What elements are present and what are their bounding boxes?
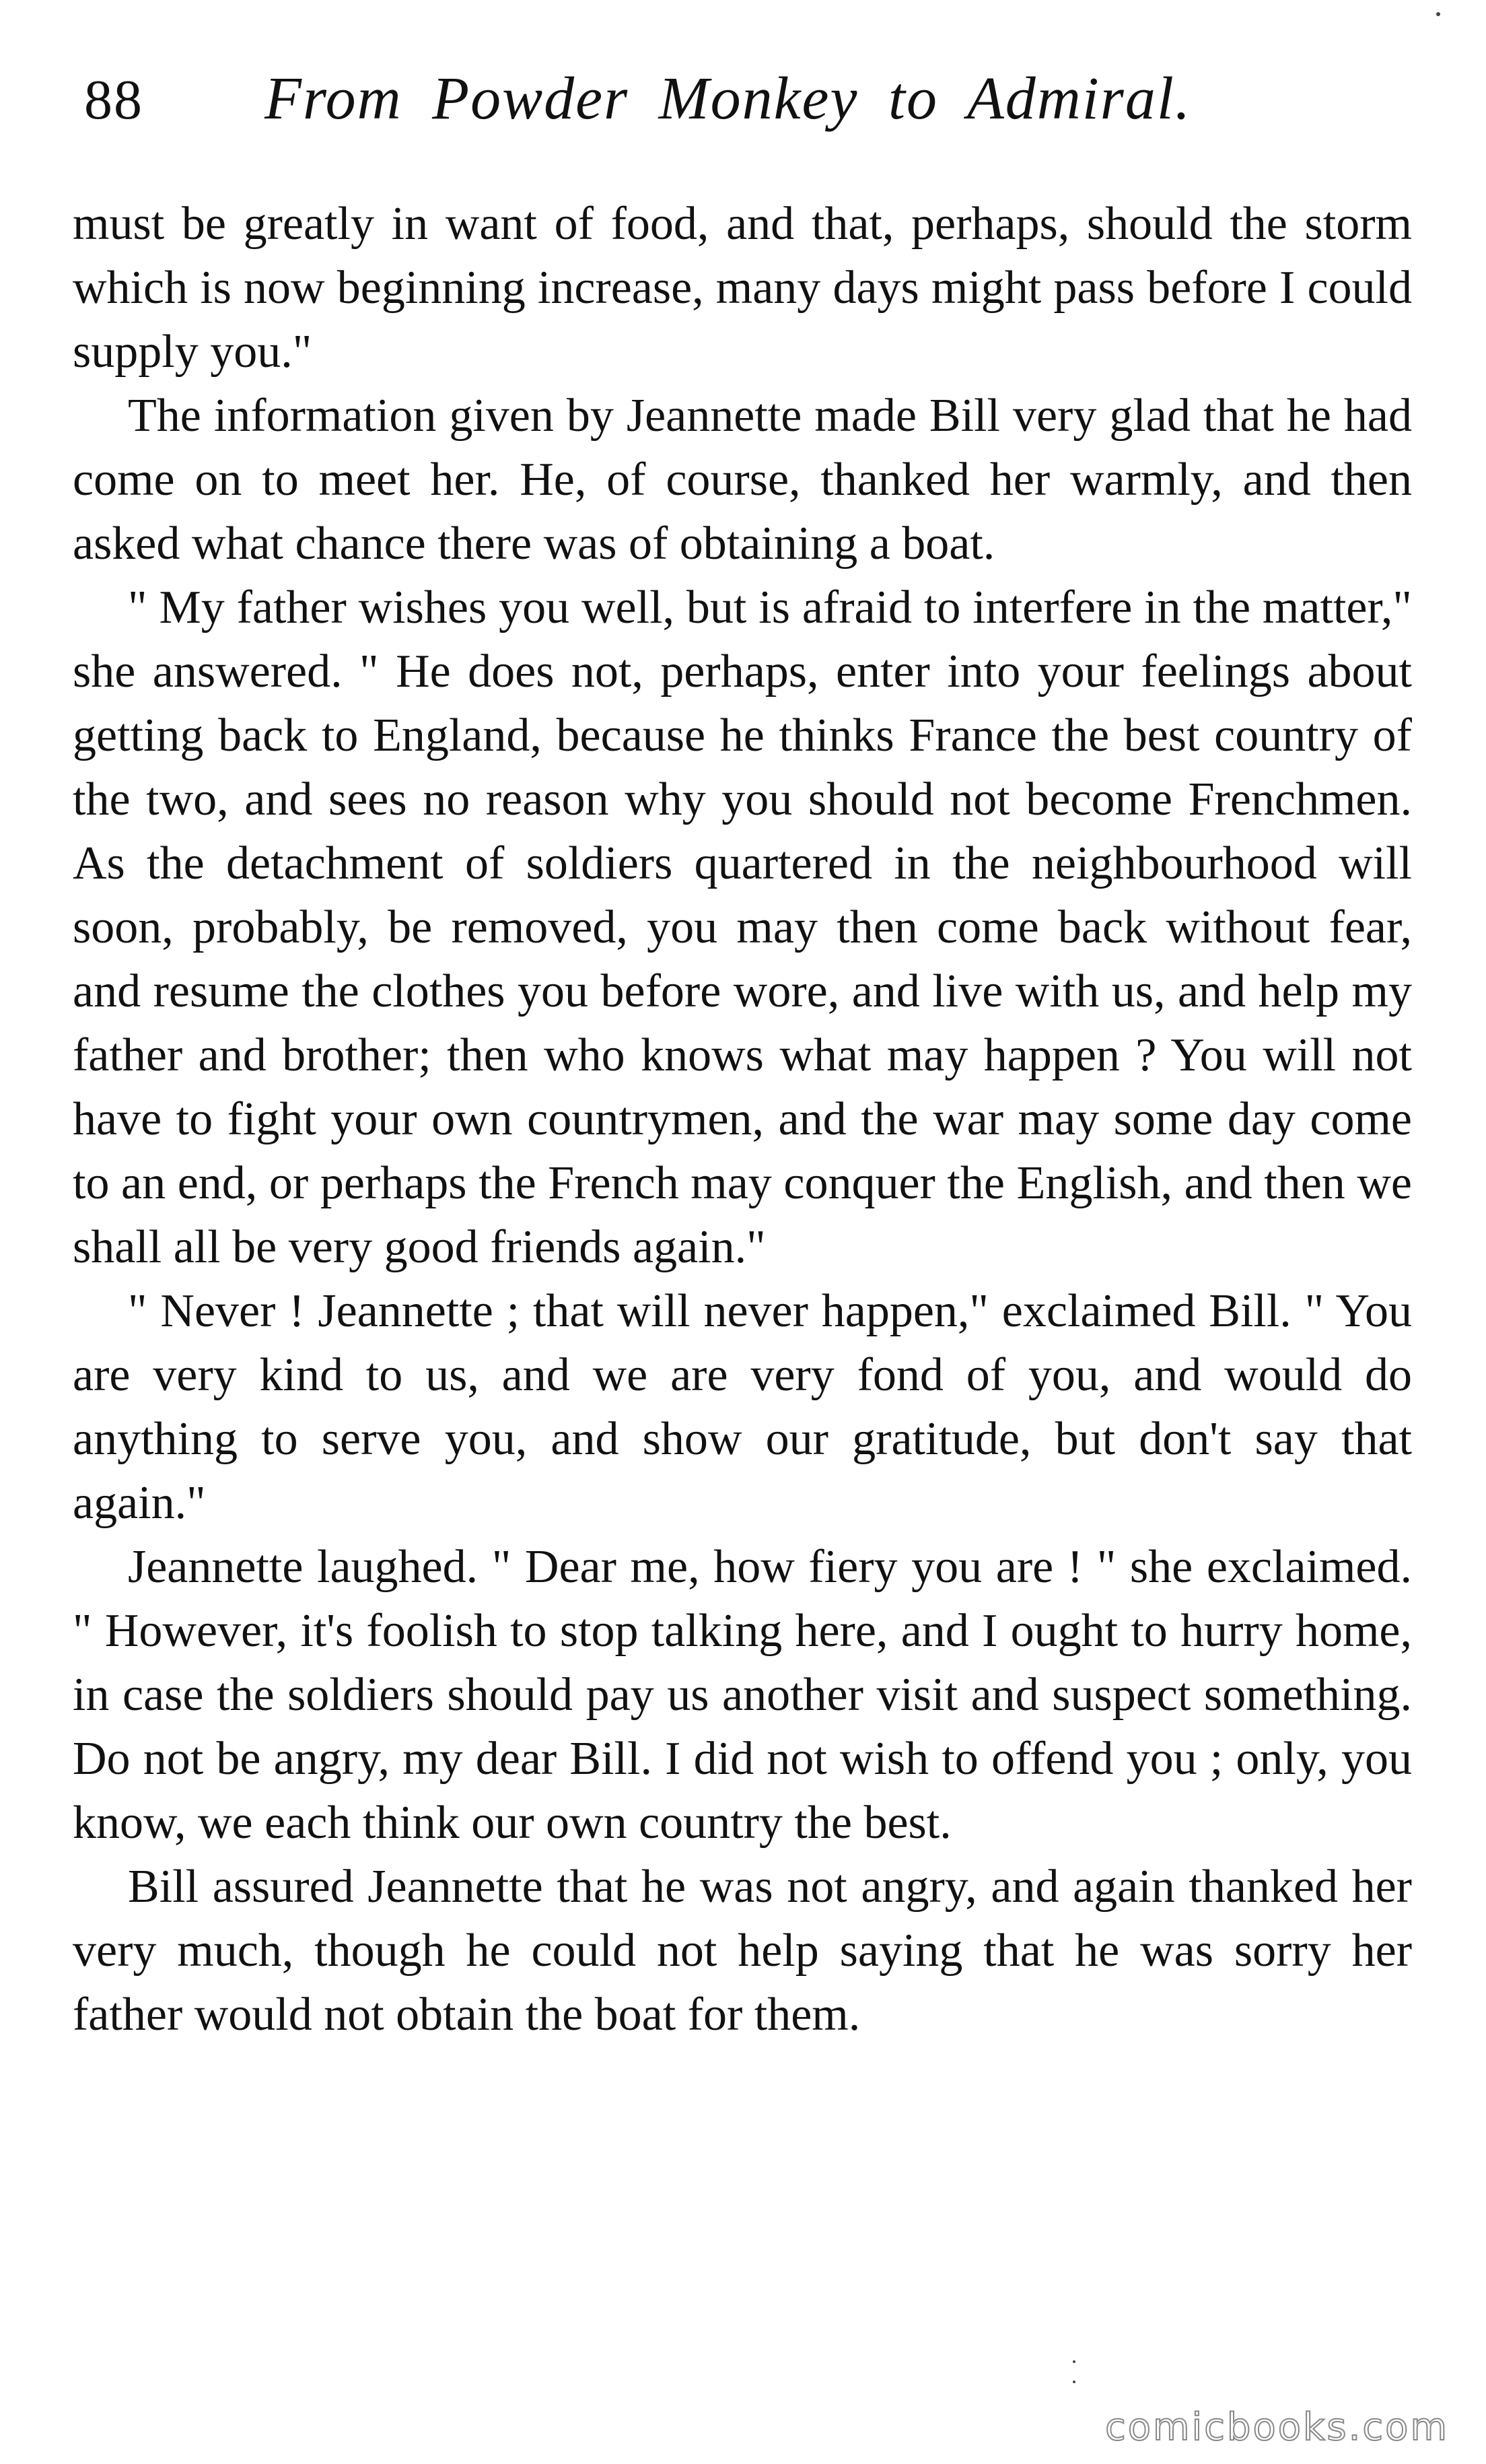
running-head bbox=[84, 64, 1403, 145]
paragraph-1: must be greatly in want of food, and that, perhaps, should the storm which is now beginning increase, many days might pass before I could supply you." bbox=[73, 198, 1412, 378]
paragraph-6: Bill assured Jeannette that he was not angry, and again thanked her very much, though he could not help saying that he was sorry her father would not obtain the boat for them. bbox=[73, 1861, 1412, 2041]
body-text bbox=[73, 192, 1412, 2047]
print-speck bbox=[1436, 12, 1440, 16]
watermark: comicbooks.com bbox=[1104, 2405, 1449, 2449]
paragraph-3: " My father wishes you well, but is afraid to interfere in the matter," she answered. " He does not, perhaps, enter into your feelings about getting back to England, because he thinks France the best country of the two, and sees no reason why you should not become Frenchmen. As the detachment of soldiers quartered in the neighbourhood will soon, probably, be removed, you may then come back without fear, and resume the clothes you before wore, and live with us, and help my father and brother; then who knows what may happen ? You will not have to fight your own countrymen, and the war may some day come to an end, or perhaps the French may conquer the English, and then we shall all be very good friends again." bbox=[73, 582, 1412, 1273]
print-speck bbox=[1073, 2360, 1075, 2363]
paragraph-4: " Never ! Jeannette ; that will never happen," exclaimed Bill. " You are very kind to us, and we are very fond of you, and would do anything to serve you, and show our gratitude, but don't say that again." bbox=[73, 1285, 1412, 1529]
paragraph-2: The information given by Jeannette made Bill very glad that he had come on to meet her. He, of course, thanked her warmly, and then asked what chance there was of obtaining a boat. bbox=[73, 390, 1412, 570]
page-number: 88 bbox=[84, 69, 143, 131]
paragraph-5: Jeannette laughed. " Dear me, how fiery you are ! " she exclaimed. " However, it's foolish to stop talking here, and I ought to hurry home, in case the soldiers should pay us another visit and suspect something. Do not be angry, my dear Bill. I did not wish to offend you ; only, you know, we each think our own country the best. bbox=[73, 1541, 1412, 1849]
running-title: From Powder Monkey to Admiral. bbox=[264, 65, 1192, 132]
print-speck bbox=[1073, 2381, 1075, 2383]
